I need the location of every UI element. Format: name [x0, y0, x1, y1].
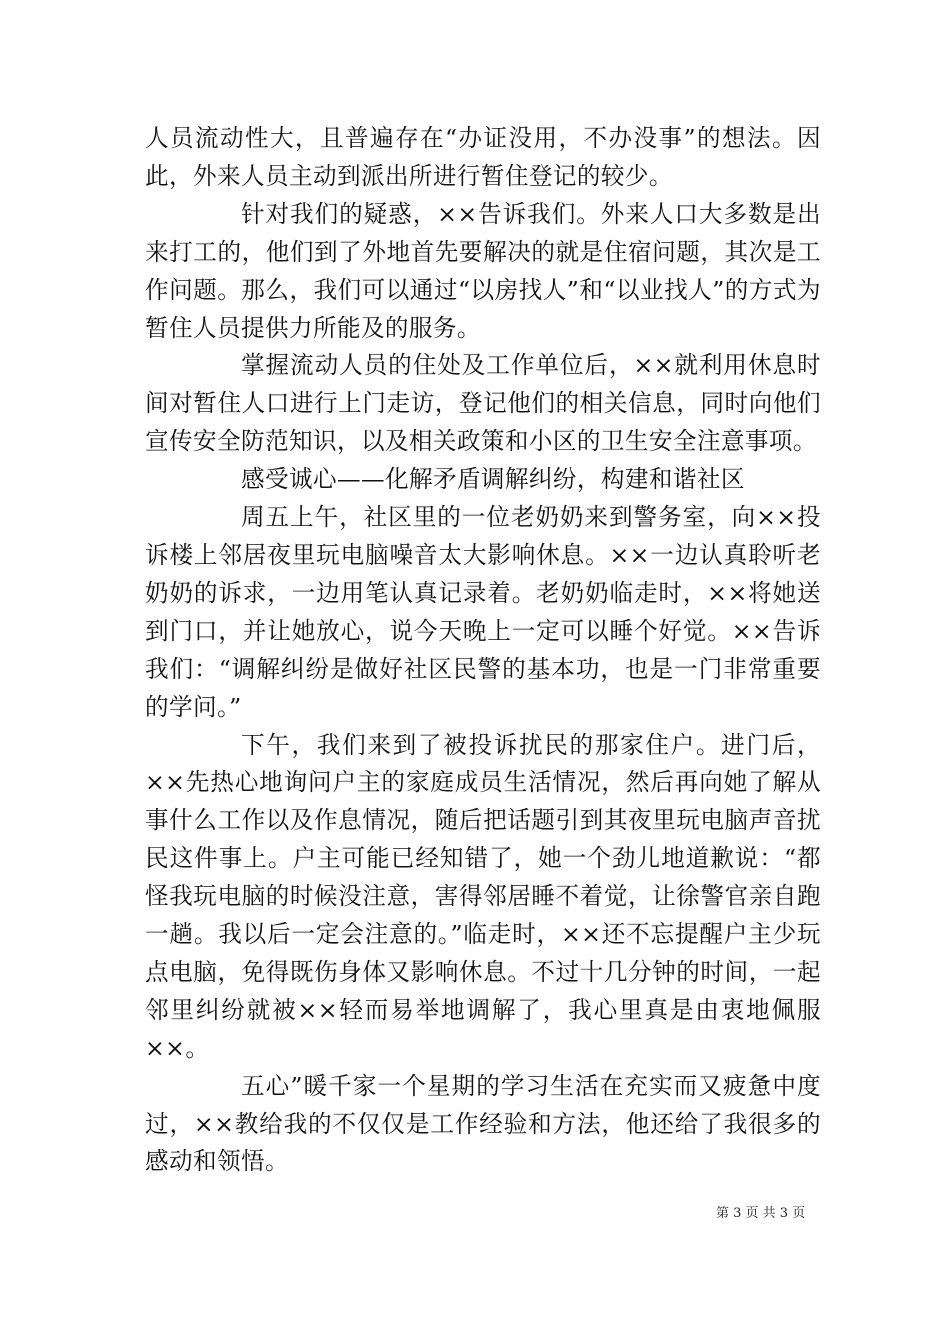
section-heading: 感受诚心——化解矛盾调解纠纷，构建和谐社区: [241, 465, 745, 494]
paragraph-2: 针对我们的疑惑，××告诉我们。外来人口大多数是出来打工的，他们到了外地首先要解决的就是住宿问题，其次是工作问题。那么，我们可以通过“以房找人”和“以业找人”的方式为暂住人员提供力所能及的服务。: [145, 199, 821, 342]
paragraph-1: 人员流动性大，且普遍存在“办证没用，不办没事”的想法。因此，外来人员主动到派出所进行暂住登记的较少。: [145, 124, 821, 190]
paragraph-3: 掌握流动人员的住处及工作单位后，××就利用休息时间对暂住人口进行上门走访，登记他们的相关信息，同时向他们宣传安全防范知识，以及相关政策和小区的卫生安全注意事项。: [145, 351, 821, 456]
paragraph-6: 下午，我们来到了被投诉扰民的那家住户。进门后，××先热心地询问户主的家庭成员生活情况，然后再向她了解从事什么工作以及作息情况，随后把话题引到其夜里玩电脑声音扰民这件事上。户主可能已经知错了，她一个劲儿地道歉说：“都怪我玩电脑的时候没注意，害得邻居睡不着觉，让徐警官亲自跑一趟。我以后一定会注意的。”临走时，××还不忘提醒户主少玩点电脑，免得既伤身体又影响休息。不过十几分钟的时间，一起邻里纠纷就被××轻而易举地调解了，我心里真是由衷地佩服××。: [145, 730, 821, 1062]
document-body: [145, 120, 821, 1181]
page-number-footer: 第 3 页 共 3 页: [716, 1206, 806, 1221]
paragraph-5: 周五上午，社区里的一位老奶奶来到警务室，向××投诉楼上邻居夜里玩电脑噪音太大影响休息。××一边认真聆听老奶奶的诉求，一边用笔认真记录着。老奶奶临走时，××将她送到门口，并让她放心，说今天晚上一定可以睡个好觉。××告诉我们：“调解纠纷是做好社区民警的基本功，也是一门非常重要的学问。”: [145, 503, 821, 721]
paragraph-7: 五心”暖千家一个星期的学习生活在充实而又疲惫中度过，××教给我的不仅仅是工作经验和方法，他还给了我很多的感动和领悟。: [145, 1071, 821, 1176]
